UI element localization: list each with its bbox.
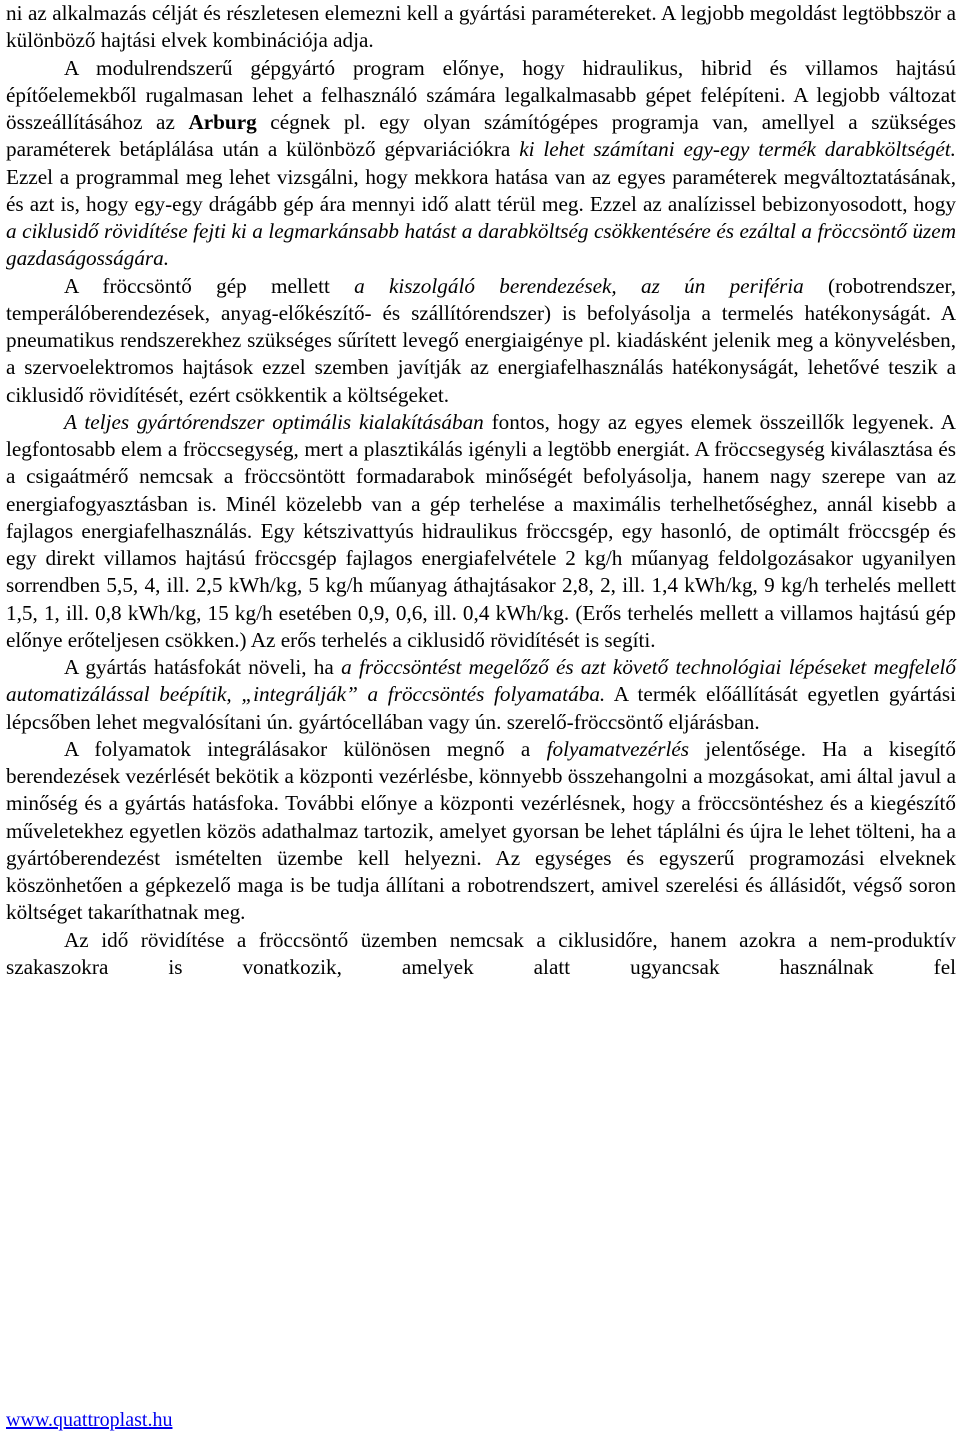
paragraph bbox=[6, 736, 956, 927]
italic-text: ki lehet számítani egy-egy termék darabköltségét. bbox=[519, 137, 956, 162]
paragraph bbox=[6, 273, 956, 409]
italic-text: a kiszolgáló berendezések, az ún periféria bbox=[354, 273, 804, 298]
text-run: jelentősége. Ha a kisegítő berendezések vezérlését bekötik a központi vezérlésbe, könnyebb összehangolni a mozgásokat, ami által javul a minőség és a gyártás hatásfoka. További előnye a központi vezérlésnek, hogy a fröccsöntéshez és a kiegészítő műveletekhez egyetlen közös adathalmaz tartozik, amelyet gyorsan be lehet táplálni és újra le lehet tölteni, ha a gyártóberendezést ismételten üzembe kell helyezni. Az egységes és egyszerű programozási elveknek köszönhetően a gépkezelő maga is be tudja állítani a robotrendszert, amivel szerelési és állásidőt, végső soron költséget takaríthatnak meg. bbox=[6, 736, 956, 925]
text-run: A modulrendszerű gépgyártó program előnye, hogy hidraulikus, hibrid és villamos hajtású építőelemekből rugalmasan lehet a felhasználó számára legalkalmasabb gépet felépíteni. A legjobb változat összeállításához az bbox=[6, 55, 956, 134]
text-run: A termék előállítását egyetlen gyártási lépcsőben lehet megvalósítani ún. gyártócellában vagy ún. szerelő-fröccsöntő eljárásban. bbox=[6, 682, 956, 734]
italic-text: a ciklusidő rövidítése fejti ki a legmarkánsabb hatást a darabköltség csökkentésére és ezáltal a fröccsöntő üzem gazdaságosságára. bbox=[6, 219, 956, 271]
paragraph bbox=[6, 55, 956, 273]
text-run: Az idő rövidítése a fröccsöntő üzemben nemcsak a ciklusidőre, hanem azokra a nem-produktív szakaszokra is vonatkozik, amelyek alatt ugyancsak használnak fel bbox=[6, 927, 956, 979]
paragraph bbox=[6, 654, 956, 736]
document-body bbox=[6, 0, 956, 981]
text-run: A fröccsöntő gép mellett bbox=[64, 273, 355, 298]
italic-text: A teljes gyártórendszer optimális kialakításában bbox=[64, 409, 484, 434]
text-run: fontos, hogy az egyes elemek összeillők legyenek. A legfontosabb elem a fröccsegység, mert a plasztikálás igényli a legtöbb energiát. A fröccsegység kiválasztása és a csigaátmérő nemcsak a fröccsöntött formadarabok minőségét befolyásolja, hanem nagy szerepe van az energiafogyasztásban is. Minél közelebb van a gép terhelése a maximális terhelhetőséghez, annál kisebb a fajlagos energiafelhasználás. Egy kétszivattyús hidraulikus fröccsgép, egy hasonló, de optimált fröccsgép és egy direkt villamos hajtású fröccsgép fajlagos energiafelvétele 2 kg/h műanyag feldolgozásakor ugyanilyen sorrendben 5,5, 4, ill. 2,5 kWh/kg, 5 kg/h műanyag áthajtásakor 2,8, 2, ill. 1,4 kWh/kg, 9 kg/h terhelés mellett 1,5, 1, ill. 0,8 kWh/kg, 15 kg/h esetében 0,9, 0,6, ill. 0,4 kWh/kg. (Erős terhelés mellett a villamos hajtású gép előnye erőteljesen csökken.) Az erős terhelés a ciklusidő rövidítését is segíti. bbox=[6, 409, 956, 652]
text-run: cégnek pl. egy olyan számítógépes programja van, amellyel a szükséges paraméterek betáplálása után a különböző gépvariációkra bbox=[6, 110, 956, 162]
text-run: A folyamatok integrálásakor különösen megnő a bbox=[64, 736, 547, 761]
text-run: ni az alkalmazás célját és részletesen elemezni kell a gyártási paramétereket. A legjobb megoldást legtöbbször a különböző hajtási elvek kombinációja adja. bbox=[6, 1, 956, 53]
text-run: Ezzel a programmal meg lehet vizsgálni, hogy mekkora hatása van az egyes paraméterek megváltoztatásának, és azt is, hogy egy-egy drágább gép ára mennyi idő alatt térül meg. Ezzel az analízissel bebizonyosodott, hogy bbox=[6, 164, 956, 216]
italic-text: folyamatvezérlés bbox=[546, 736, 689, 761]
paragraph bbox=[6, 927, 956, 982]
text-run: A gyártás hatásfokát növeli, ha bbox=[64, 655, 342, 679]
text-run: (robotrendszer, temperálóberendezések, anyag-előkészítő- és szállítórendszer) is befolyásolja a termelés hatékonyságát. A pneumatikus rendszerekhez szükséges sűrített levegő energiaigénye pl. kiadásként jelenik meg a könyvelésben, a szervoelektromos hajtások ezzel szemben javítják az energiafelhasználás hatékonyságát, lehetővé teszik a ciklusidő rövidítését, ezért csökkentik a költségeket. bbox=[6, 273, 957, 407]
italic-text: a fröccsöntést megelőző és azt követő technológiai lépéseket megfelelő automatizálással beépítik, „integrálják” a fröccsöntés folyamatába. bbox=[6, 655, 956, 707]
bold-text: Arburg bbox=[188, 110, 257, 134]
paragraph bbox=[6, 0, 956, 55]
paragraph bbox=[6, 409, 956, 654]
footer-website-link[interactable]: www.quattroplast.hu bbox=[6, 1409, 173, 1431]
